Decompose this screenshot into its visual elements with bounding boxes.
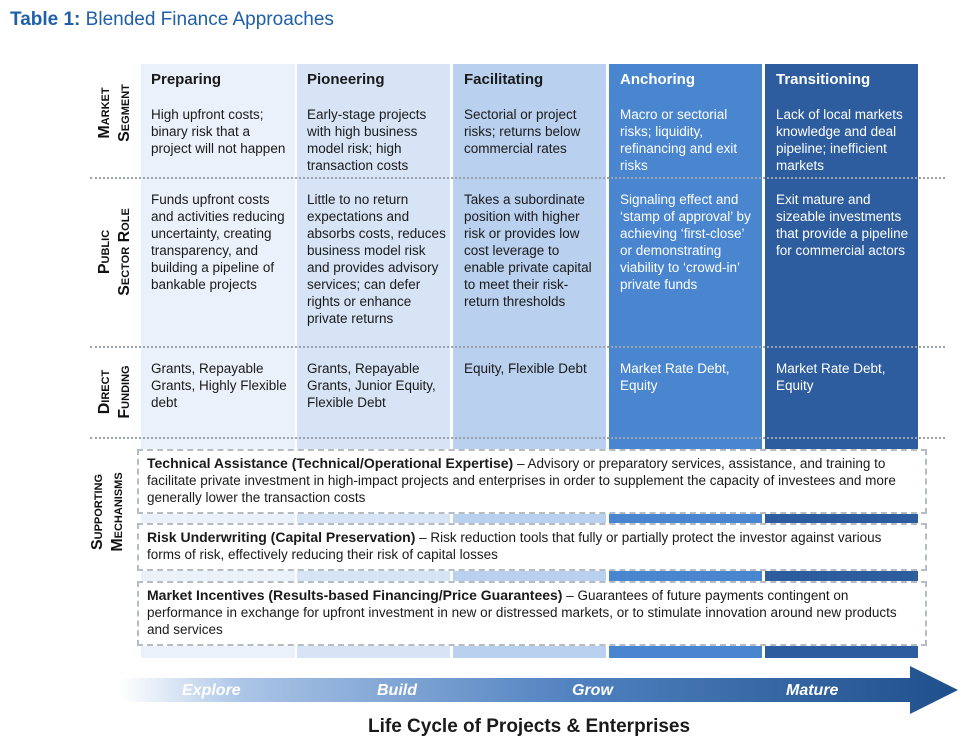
cell-funding-preparing: Grants, Repayable Grants, Highly Flexible debt xyxy=(151,361,287,410)
row-label-line: Public xyxy=(96,229,113,275)
row-label-line: Market xyxy=(96,87,113,139)
cell-market-anchoring: Macro or sectorial risks; liquidity, refinancing and exit risks xyxy=(620,107,738,173)
cell-market-transitioning: Lack of local markets knowledge and deal pipeline; inefficient markets xyxy=(776,107,903,173)
table-title-text: Blended Finance Approaches xyxy=(85,9,334,30)
stage-label-explore: Explore xyxy=(182,682,241,699)
row-label-line: Segment xyxy=(116,84,133,142)
row-label-line: Sector Role xyxy=(116,208,133,296)
cell-market-pioneering: Early-stage projects with high business model risk; high transaction costs xyxy=(307,107,427,173)
cell-public-facilitating: Takes a subordinate position with higher risk or provides low cost leverage to enable private capital to meet their risk-return thresholds xyxy=(464,192,592,309)
cell-funding-facilitating: Equity, Flexible Debt xyxy=(464,361,587,376)
cell-market-facilitating: Sectorial or project risks; returns below commercial rates xyxy=(464,107,581,156)
row-label-line: Direct xyxy=(96,369,113,415)
column-header-anchoring: Anchoring xyxy=(620,71,695,88)
mechanism-risk-underwriting xyxy=(137,523,927,571)
row-label-line: Mechanisms xyxy=(109,472,126,552)
table-title xyxy=(10,9,334,31)
mechanism-title: Technical Assistance (Technical/Operational Expertise) xyxy=(147,455,514,471)
row-label-direct-funding xyxy=(95,365,135,418)
stage-label-grow: Grow xyxy=(572,682,613,699)
lifecycle-caption: Life Cycle of Projects & Enterprises xyxy=(368,716,691,737)
cell-market-preparing: High upfront costs; binary risk that a project will not happen xyxy=(151,107,286,156)
row-divider xyxy=(90,346,945,348)
stage-label-build: Build xyxy=(377,682,417,699)
mechanism-title: Risk Underwriting (Capital Preservation) xyxy=(147,529,416,545)
row-label-line: Funding xyxy=(116,365,133,419)
row-label-line: Supporting xyxy=(89,473,106,551)
mechanism-market-incentives xyxy=(137,581,927,646)
row-label-supporting-mechanisms xyxy=(88,472,128,551)
row-label-public-sector-role xyxy=(95,208,135,296)
column-header-transitioning: Transitioning xyxy=(776,71,871,88)
cell-funding-anchoring: Market Rate Debt, Equity xyxy=(620,361,730,393)
stage-label-mature: Mature xyxy=(786,682,839,699)
column-header-preparing: Preparing xyxy=(151,71,222,88)
row-label-market-segment xyxy=(95,84,135,142)
mechanism-title: Market Incentives (Results-based Financing/Price Guarantees) xyxy=(147,587,563,603)
cell-funding-pioneering: Grants, Repayable Grants, Junior Equity, Flexible Debt xyxy=(307,361,436,410)
mechanism-text: – Guarantees of future payments contingent on performance in exchange for upfront investment in new or distressed markets, or to stimulate innovation around new products and services xyxy=(147,588,897,637)
cell-public-preparing: Funds upfront costs and activities reducing uncertainty, creating transparency, and building a pipeline of bankable projects xyxy=(151,192,285,292)
mechanism-technical-assistance xyxy=(137,449,927,514)
mechanism-text: – Advisory or preparatory services, assistance, and training to facilitate private investment in high-impact projects and enterprises in order to supplement the capacity of investees and more generally lower the transaction costs xyxy=(147,456,896,505)
column-header-pioneering: Pioneering xyxy=(307,71,385,88)
cell-funding-transitioning: Market Rate Debt, Equity xyxy=(776,361,886,393)
column-header-facilitating: Facilitating xyxy=(464,71,544,88)
row-divider xyxy=(90,437,945,439)
cell-public-pioneering: Little to no return expectations and absorbs costs, reduces business model risk and provides advisory services; can defer rights or enhance private returns xyxy=(307,192,446,326)
table-title-prefix: Table 1: xyxy=(10,9,81,30)
cell-public-anchoring: Signaling effect and ‘stamp of approval’ by achieving ‘first-close’ or demonstrating viability to ‘crowd-in’ private funds xyxy=(620,192,751,292)
mechanism-text: – Risk reduction tools that fully or partially protect the investor against various forms of risk, effectively reducing their risk of capital losses xyxy=(147,530,882,562)
cell-public-transitioning: Exit mature and sizeable investments that provide a pipeline for commercial actors xyxy=(776,192,909,258)
row-divider xyxy=(90,177,945,179)
